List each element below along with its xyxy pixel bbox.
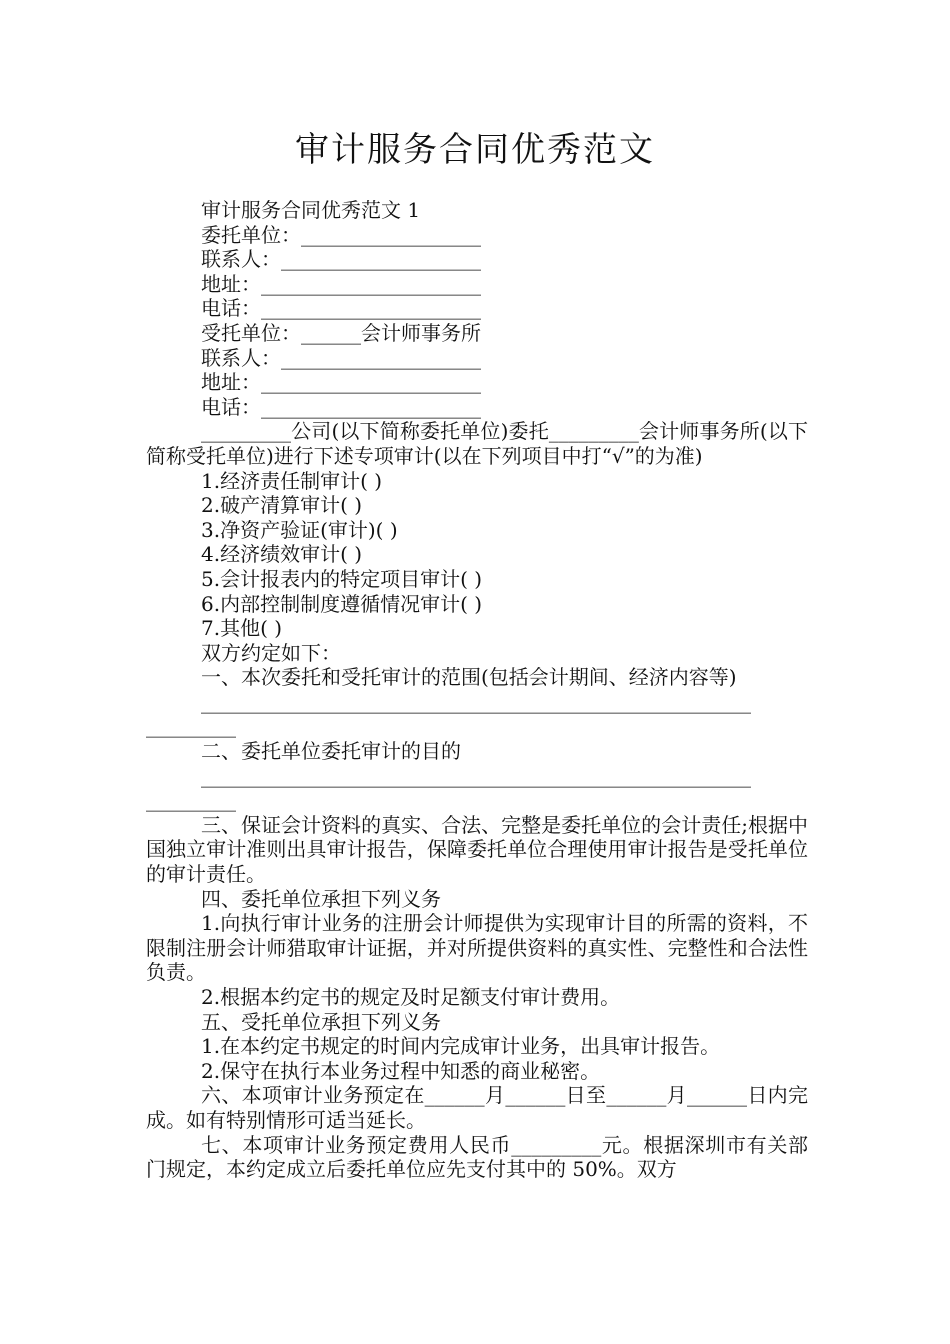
section-5-item-1: 1.在本约定书规定的时间内完成审计业务，出具审计报告。 [201,1034,721,1059]
section-1-heading: 一、本次委托和受托审计的范围(包括会计期间、经济内容等) [201,665,737,690]
audit-item: 7.其他( ) [201,616,283,641]
section-3-paragraph: 三、保证会计资料的真实、合法、完整是委托单位的会计责任;根据中国独立审计准则出具审计报告，保障委托单位合理使用审计报告是受托单位的审计责任。 [146,812,808,887]
document-title: 审计服务合同优秀范文 [295,130,655,170]
audit-item: 1.经济责任制审计( ) [201,468,383,493]
audit-item: 2.破产清算审计( ) [201,493,363,518]
section-2-fill-line-end: _________ [146,788,236,813]
section-1-fill-line-end: _________ [146,714,236,739]
audit-item: 3.净资产验证(审计)( ) [201,517,398,542]
agent-phone-field: 电话：______________________ [201,394,481,419]
document-body [146,198,808,1182]
section-5-item-2: 2.保守在执行本业务过程中知悉的商业秘密。 [201,1058,601,1083]
subtitle: 审计服务合同优秀范文 1 [201,198,421,222]
agent-unit-field: 受托单位：______会计师事务所 [201,320,481,345]
audit-item: 6.内部控制制度遵循情况审计( ) [201,591,483,616]
agent-address-field: 地址：______________________ [201,370,481,395]
audit-item: 4.经济绩效审计( ) [201,542,363,567]
section-4-heading: 四、委托单位承担下列义务 [201,886,441,911]
agreement-heading: 双方约定如下： [201,640,341,665]
client-unit-field: 委托单位：__________________ [201,222,481,247]
section-1-fill-line: _______________________________________________________ [201,689,751,714]
section-6-paragraph: 六、本项审计业务预定在______月______日至______月______日内完成。如有特别情形可适当延长。 [146,1083,808,1132]
section-4-item-2: 2.根据本约定书的规定及时足额支付审计费用。 [201,985,621,1009]
section-7-paragraph: 七、本项审计业务预定费用人民币_________元。根据深圳市有关部门规定，本约定成立后委托单位应先支付其中的 50%。双方 [146,1132,808,1182]
section-2-heading: 二、委托单位委托审计的目的 [201,739,461,764]
client-phone-field: 电话：______________________ [201,296,481,321]
client-contact-field: 联系人：____________________ [201,247,481,272]
section-4-item-1: 1.向执行审计业务的注册会计师提供为实现审计目的所需的资料，不限制注册会计师猎取审计证据，并对所提供资料的真实性、完整性和合法性负责。 [146,911,808,985]
agent-contact-field: 联系人：____________________ [201,345,481,370]
audit-item: 5.会计报表内的特定项目审计( ) [201,566,483,591]
section-5-heading: 五、受托单位承担下列义务 [201,1009,441,1034]
section-2-fill-line: _______________________________________________________ [201,763,751,788]
client-address-field: 地址：______________________ [201,271,481,296]
intro-paragraph: _________公司(以下简称委托单位)委托_________会计师事务所(以下简称受托单位)进行下述专项审计(以在下列项目中打“√”的为准) [146,419,808,468]
